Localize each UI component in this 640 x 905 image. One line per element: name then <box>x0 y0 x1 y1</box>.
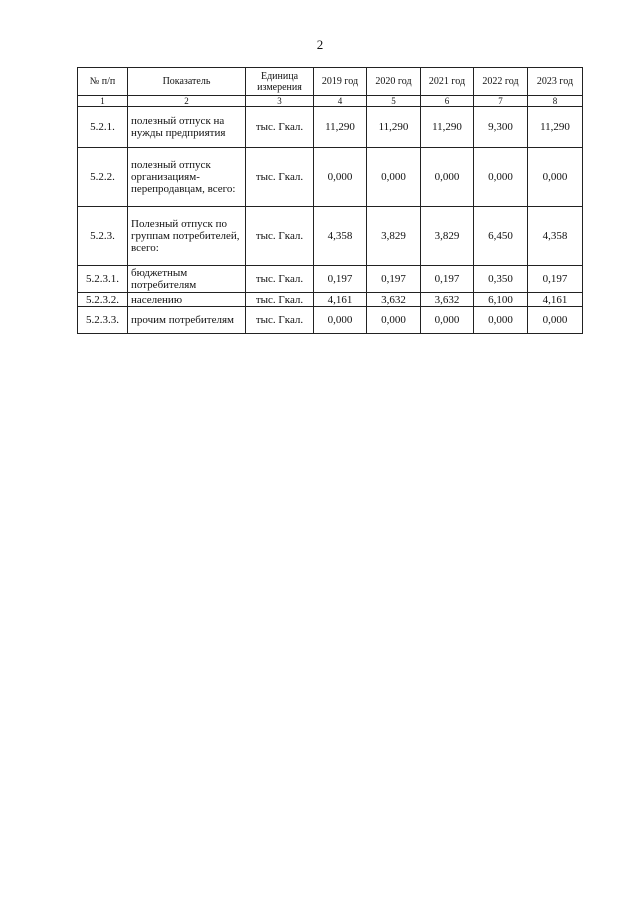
header-cell-2019: 2019 год <box>314 68 367 96</box>
row-unit: тыс. Гкал. <box>246 293 314 307</box>
row-value-2021: 0,000 <box>421 148 474 207</box>
row-value-2019: 11,290 <box>314 107 367 148</box>
header-cell-index: № п/п <box>78 68 128 96</box>
row-indicator: населению <box>128 293 246 307</box>
column-number: 4 <box>314 96 367 107</box>
table-row <box>78 293 583 307</box>
table-row <box>78 207 583 266</box>
header-cell-2023: 2023 год <box>528 68 583 96</box>
row-value-2020: 3,632 <box>367 293 421 307</box>
row-unit: тыс. Гкал. <box>246 107 314 148</box>
row-value-2022: 6,100 <box>474 293 528 307</box>
table-row <box>78 307 583 334</box>
data-table <box>77 67 583 334</box>
row-value-2020: 0,000 <box>367 148 421 207</box>
header-cell-2021: 2021 год <box>421 68 474 96</box>
column-number: 6 <box>421 96 474 107</box>
row-index: 5.2.2. <box>78 148 128 207</box>
row-indicator: полезный отпуск на нужды предприятия <box>128 107 246 148</box>
row-unit: тыс. Гкал. <box>246 148 314 207</box>
column-number: 7 <box>474 96 528 107</box>
row-value-2023: 4,161 <box>528 293 583 307</box>
row-value-2020: 0,197 <box>367 266 421 293</box>
row-value-2022: 9,300 <box>474 107 528 148</box>
row-value-2020: 11,290 <box>367 107 421 148</box>
row-value-2022: 0,000 <box>474 148 528 207</box>
header-row <box>78 68 583 96</box>
row-unit: тыс. Гкал. <box>246 307 314 334</box>
header-cell-indicator: Показатель <box>128 68 246 96</box>
row-value-2020: 3,829 <box>367 207 421 266</box>
column-number: 2 <box>128 96 246 107</box>
row-value-2023: 4,358 <box>528 207 583 266</box>
row-index: 5.2.1. <box>78 107 128 148</box>
row-value-2021: 0,000 <box>421 307 474 334</box>
row-unit: тыс. Гкал. <box>246 207 314 266</box>
row-value-2023: 11,290 <box>528 107 583 148</box>
column-number: 1 <box>78 96 128 107</box>
row-value-2019: 4,161 <box>314 293 367 307</box>
row-value-2023: 0,197 <box>528 266 583 293</box>
table-row <box>78 107 583 148</box>
row-value-2021: 11,290 <box>421 107 474 148</box>
row-index: 5.2.3.1. <box>78 266 128 293</box>
column-number: 5 <box>367 96 421 107</box>
row-value-2019: 0,197 <box>314 266 367 293</box>
row-indicator: бюджетным потребителям <box>128 266 246 293</box>
table-row <box>78 148 583 207</box>
row-index: 5.2.3. <box>78 207 128 266</box>
header-cell-2022: 2022 год <box>474 68 528 96</box>
row-value-2022: 6,450 <box>474 207 528 266</box>
row-value-2023: 0,000 <box>528 148 583 207</box>
row-index: 5.2.3.3. <box>78 307 128 334</box>
page-number: 2 <box>316 37 324 52</box>
column-number: 3 <box>246 96 314 107</box>
row-value-2021: 3,632 <box>421 293 474 307</box>
row-value-2021: 3,829 <box>421 207 474 266</box>
row-index: 5.2.3.2. <box>78 293 128 307</box>
row-unit: тыс. Гкал. <box>246 266 314 293</box>
row-value-2019: 0,000 <box>314 148 367 207</box>
row-value-2022: 0,350 <box>474 266 528 293</box>
row-indicator: полезный отпуск организациям-перепродавцам, всего: <box>128 148 246 207</box>
row-value-2021: 0,197 <box>421 266 474 293</box>
header-cell-2020: 2020 год <box>367 68 421 96</box>
column-number: 8 <box>528 96 583 107</box>
row-indicator: прочим потребителям <box>128 307 246 334</box>
row-indicator: Полезный отпуск по группам потребителей, всего: <box>128 207 246 266</box>
column-number-row <box>78 96 583 107</box>
table-row <box>78 266 583 293</box>
row-value-2022: 0,000 <box>474 307 528 334</box>
row-value-2019: 0,000 <box>314 307 367 334</box>
row-value-2020: 0,000 <box>367 307 421 334</box>
row-value-2023: 0,000 <box>528 307 583 334</box>
row-value-2019: 4,358 <box>314 207 367 266</box>
header-cell-unit: Единица измерения <box>246 68 314 96</box>
